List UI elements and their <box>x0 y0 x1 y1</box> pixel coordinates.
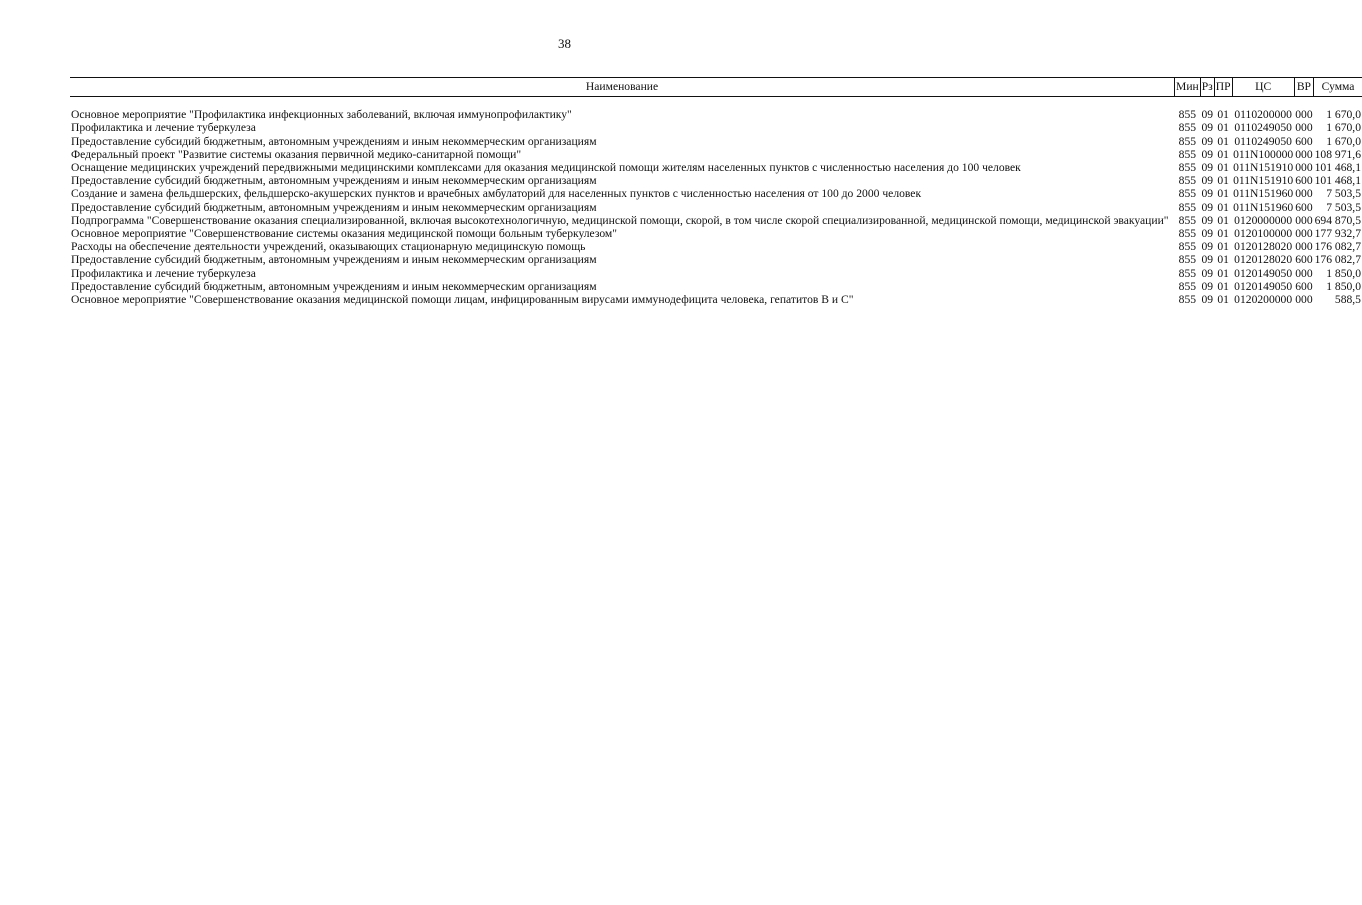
cell-sum: 176 082,7 <box>1314 253 1361 267</box>
cell-cs: 0120149050 <box>1234 266 1293 280</box>
header-cs: ЦС <box>1232 78 1294 97</box>
cell-min: 855 <box>1178 279 1197 293</box>
cell-name: Предоставление субсидий бюджетным, автономным учреждениям и иным некоммерческим организациям <box>71 253 597 267</box>
cell-pr: 01 <box>1217 253 1229 267</box>
cell-pr: 01 <box>1217 134 1229 148</box>
cell-sum: 7 503,5 <box>1326 187 1361 201</box>
cell-name: Предоставление субсидий бюджетным, автономным учреждениям и иным некоммерческим организациям <box>71 200 597 214</box>
cell-vr: 000 <box>1295 108 1313 122</box>
header-sum: Сумма <box>1314 78 1362 97</box>
table-row <box>70 214 1362 227</box>
cell-rz: 09 <box>1201 266 1214 280</box>
cell-sum: 1 670,0 <box>1326 134 1361 148</box>
table-row <box>70 135 1362 148</box>
cell-min: 855 <box>1178 213 1197 227</box>
cell-rz: 09 <box>1201 187 1214 201</box>
cell-name: Профилактика и лечение туберкулеза <box>71 266 256 280</box>
table-header-row <box>70 78 1362 97</box>
cell-name: Создание и замена фельдшерских, фельдшерско-акушерских пунктов и врачебных амбулаторий для населенных пунктов с численностью населения от 100 до 2000 человек <box>71 187 922 201</box>
cell-cs: 0110249050 <box>1234 121 1292 135</box>
cell-vr: 000 <box>1295 293 1313 307</box>
cell-pr: 01 <box>1217 121 1229 135</box>
cell-pr: 01 <box>1217 187 1229 201</box>
cell-rz: 09 <box>1201 213 1214 227</box>
cell-min: 855 <box>1178 121 1197 135</box>
cell-sum: 101 468,1 <box>1314 161 1361 175</box>
cell-min: 855 <box>1178 200 1197 214</box>
cell-cs: 0120000000 <box>1234 213 1293 227</box>
cell-pr: 01 <box>1217 279 1229 293</box>
cell-vr: 600 <box>1295 253 1313 267</box>
cell-name: Федеральный проект "Развитие системы оказания первичной медико-санитарной помощи" <box>71 147 522 161</box>
header-rz: Рз <box>1200 78 1214 97</box>
cell-min: 855 <box>1178 147 1197 161</box>
cell-min: 855 <box>1178 108 1197 122</box>
table-row <box>70 267 1362 280</box>
cell-name: Подпрограмма "Совершенствование оказания специализированной, включая высокотехнологичную, медицинской помощи, скорой, в том числе скорой специализированной, медицинской помощи, медицинской эвакуации" <box>71 213 1169 227</box>
cell-pr: 01 <box>1217 174 1229 188</box>
cell-sum: 1 850,0 <box>1326 279 1361 293</box>
cell-rz: 09 <box>1201 240 1214 254</box>
cell-cs: 0110249050 <box>1234 134 1292 148</box>
cell-pr: 01 <box>1217 240 1229 254</box>
header-pr: ПР <box>1214 78 1232 97</box>
cell-min: 855 <box>1178 240 1197 254</box>
cell-rz: 09 <box>1201 200 1214 214</box>
cell-vr: 000 <box>1295 147 1313 161</box>
cell-rz: 09 <box>1201 227 1214 241</box>
cell-vr: 000 <box>1295 213 1313 227</box>
cell-sum: 1 670,0 <box>1326 121 1361 135</box>
cell-rz: 09 <box>1201 147 1214 161</box>
cell-sum: 588,5 <box>1334 293 1361 307</box>
cell-min: 855 <box>1178 187 1197 201</box>
cell-rz: 09 <box>1201 134 1214 148</box>
cell-sum: 101 468,1 <box>1314 174 1361 188</box>
cell-name: Основное мероприятие "Совершенствование оказания медицинской помощи лицам, инфицированным вирусами иммунодефицита человека, гепатитов В и С" <box>71 293 854 307</box>
cell-vr: 000 <box>1295 266 1313 280</box>
cell-pr: 01 <box>1217 293 1229 307</box>
cell-pr: 01 <box>1217 161 1229 175</box>
table-row <box>70 174 1362 187</box>
table-row <box>70 253 1362 266</box>
table-row <box>70 148 1362 161</box>
cell-cs: 0110200000 <box>1234 108 1292 122</box>
cell-cs: 011N100000 <box>1233 147 1294 161</box>
table-row <box>70 293 1362 306</box>
cell-min: 855 <box>1178 174 1197 188</box>
cell-name: Профилактика и лечение туберкулеза <box>71 121 256 135</box>
cell-sum: 7 503,5 <box>1326 200 1361 214</box>
cell-min: 855 <box>1178 266 1197 280</box>
page-number: 38 <box>558 36 571 51</box>
cell-rz: 09 <box>1201 279 1214 293</box>
cell-rz: 09 <box>1201 174 1214 188</box>
cell-min: 855 <box>1178 293 1197 307</box>
cell-cs: 0120128020 <box>1234 253 1293 267</box>
cell-min: 855 <box>1178 253 1197 267</box>
cell-sum: 694 870,5 <box>1314 213 1361 227</box>
cell-rz: 09 <box>1201 161 1214 175</box>
cell-cs: 0120149050 <box>1234 279 1293 293</box>
cell-cs: 0120200000 <box>1234 293 1293 307</box>
header-vr: ВР <box>1294 78 1313 97</box>
cell-vr: 600 <box>1295 200 1313 214</box>
cell-name: Расходы на обеспечение деятельности учреждений, оказывающих стационарную медицинскую помощь <box>71 240 586 254</box>
cell-rz: 09 <box>1201 253 1214 267</box>
cell-vr: 600 <box>1295 134 1313 148</box>
cell-min: 855 <box>1178 134 1197 148</box>
cell-name: Основное мероприятие "Совершенствование системы оказания медицинской помощи больным туберкулезом" <box>71 227 617 241</box>
table-row <box>70 240 1362 253</box>
table-row <box>70 121 1362 134</box>
cell-name: Оснащение медицинских учреждений передвижными медицинскими комплексами для оказания медицинской помощи жителям населенных пунктов с численностью населения до 100 человек <box>71 161 1021 175</box>
table-row <box>70 97 1362 122</box>
table-row <box>70 161 1362 174</box>
table-row <box>70 187 1362 200</box>
cell-vr: 000 <box>1295 121 1313 135</box>
header-name: Наименование <box>70 78 1175 97</box>
cell-cs: 011N151960 <box>1233 200 1294 214</box>
cell-cs: 0120128020 <box>1234 240 1293 254</box>
budget-table <box>70 77 1362 306</box>
table-row <box>70 201 1362 214</box>
table-row <box>70 227 1362 240</box>
cell-name: Основное мероприятие "Профилактика инфекционных заболеваний, включая иммунопрофилактику" <box>71 108 572 122</box>
cell-cs: 011N151960 <box>1233 187 1294 201</box>
cell-vr: 600 <box>1295 279 1313 293</box>
cell-sum: 177 932,7 <box>1314 227 1361 241</box>
cell-vr: 000 <box>1295 240 1313 254</box>
cell-pr: 01 <box>1217 108 1229 122</box>
cell-vr: 000 <box>1295 187 1313 201</box>
cell-pr: 01 <box>1217 200 1229 214</box>
cell-vr: 600 <box>1295 174 1313 188</box>
cell-rz: 09 <box>1201 293 1214 307</box>
cell-vr: 000 <box>1295 227 1313 241</box>
cell-sum: 108 971,6 <box>1314 147 1361 161</box>
cell-pr: 01 <box>1217 147 1229 161</box>
cell-min: 855 <box>1178 227 1197 241</box>
cell-pr: 01 <box>1217 213 1229 227</box>
cell-sum: 1 670,0 <box>1326 108 1361 122</box>
cell-rz: 09 <box>1201 121 1214 135</box>
cell-sum: 1 850,0 <box>1326 266 1361 280</box>
cell-name: Предоставление субсидий бюджетным, автономным учреждениям и иным некоммерческим организациям <box>71 279 597 293</box>
header-min: Мин <box>1175 78 1201 97</box>
cell-sum: 176 082,7 <box>1314 240 1361 254</box>
cell-pr: 01 <box>1217 266 1229 280</box>
cell-cs: 011N151910 <box>1233 174 1294 188</box>
cell-cs: 011N151910 <box>1233 161 1294 175</box>
cell-min: 855 <box>1178 161 1197 175</box>
cell-vr: 000 <box>1295 161 1313 175</box>
cell-name: Предоставление субсидий бюджетным, автономным учреждениям и иным некоммерческим организациям <box>71 134 597 148</box>
cell-pr: 01 <box>1217 227 1229 241</box>
table-row <box>70 280 1362 293</box>
cell-name: Предоставление субсидий бюджетным, автономным учреждениям и иным некоммерческим организациям <box>71 174 597 188</box>
cell-cs: 0120100000 <box>1234 227 1293 241</box>
cell-rz: 09 <box>1201 108 1214 122</box>
